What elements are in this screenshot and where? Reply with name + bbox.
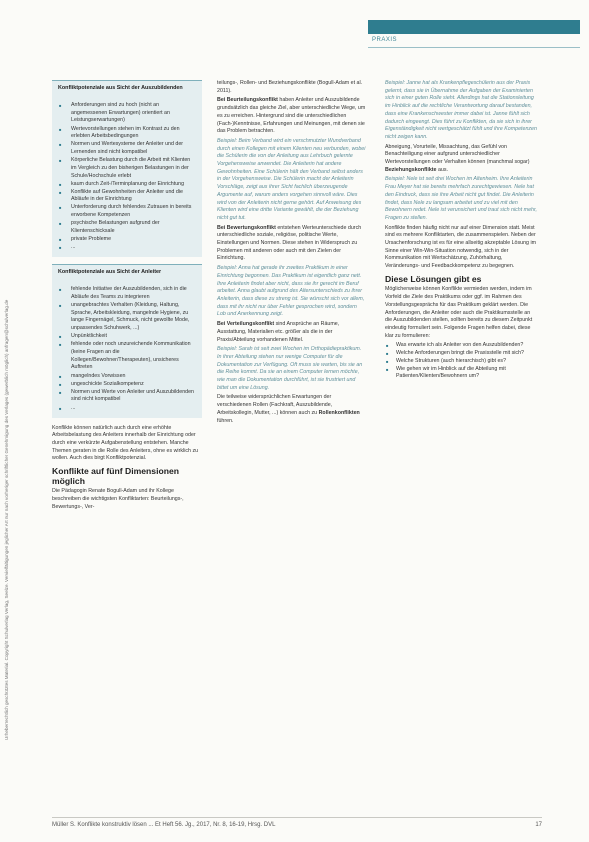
section-heading: Diese Lösungen gibt es [385,273,482,284]
section-tag: PRAXIS [372,37,398,43]
example-paragraph: Beispiel: Janne hat als Krankenpflegeschülerin aus der Praxis gelernt, dass sie in Übernahme der Aufgaben der Examinierten sich in einer guten Rolle sieht. Allerdings hat die Stationsleitung im Hinblick auf die rechtliche Verantwortung darauf bestanden, dass eine Krankenschwester immer dabei ist. Janne fühlt sich dadurch eingeengt. Dies führt zu Konflikten, da sie sich in ihrer Eigenständigkeit nicht wertgeschätzt fühlt und ihre Kompetenzen nicht zeigen kann. [385,80,537,140]
body-paragraph [217,97,367,136]
list-item: ■ Welche Strukturen (auch hierarchisch) gibt es? [385,358,537,366]
list-item: ■ Welche Anforderungen bringt die Praxisstelle mit sich? [385,350,537,358]
box-title: Konfliktpotenziale aus Sicht der Auszubildenden [58,85,183,91]
list-item: ■ fehlende Initiative der Auszubildenden, sich in die Abläufe des Teams zu integrieren [58,286,196,301]
box-title: Konfliktpotenziale aus Sicht der Anleiter [58,269,162,276]
example-paragraph: Beispiel: Nele ist seit drei Wochen im Altenheim. Ihre Anleiterin Frau Meyer hat sie bereits mehrfach zurechtgewiesen. Nele hat den Eindruck, dass sie ihre Arbeit nicht gut findet. Die Anleiterin findet, dass Nele zu langsam arbeitet und zu viel mit den Bewohnern redet. Nele ist verunsichert und traut sich nicht mehr, Fragen zu stellen. [385,176,537,221]
page-footer [52,822,542,828]
body-text: Abneigung, Vorurteile, Missachtung, das Gefühl von Benachteiligung einer aufgrund unterschiedlicher Wertevorstellungen oder Verhalten können (manchmal sogar) [385,143,530,166]
example-paragraph: Beispiel: Anna hat gerade ihr zweites Praktikum in einer Einrichtung begonnen. Das Praktikum ist eigentlich ganz nett. Ihre Anleiterin findet aber nicht, dass sie ihr gerecht im Beruf arbeitet. Anna glaubt aufgrund des Altersunterschieds zu ihrer Anleiterin, dass diese zu streng ist. Sie wünscht sich vor allem, dass mit ihr nicht nur über Fehler gesprochen wird, sondern Lob und Anerkennung zeigt. [217,265,365,318]
body-text: Die teilweise widersprüchlichen Erwartungen der verschiedenen Rollen (Fachkraft, Auszubildende, Arbeitskollegin, Mutter, ...) können auch zu [217,394,333,416]
list-item: ■ Was erwarte ich als Anleiter von den Auszubildenden? [385,342,537,350]
list-item: ■ Normen und Werte von Anleiter und Auszubildenden sind nicht kompatibel [58,389,196,404]
list-item: ■ fehlende oder noch unzureichende Kommunikation (keine Fragen an die Kollegen/Bewohner/Therapeuten), unsicheres Auftreten [58,341,196,372]
body-paragraph: Möglicherweise können Konflikte vermieden werden, indem im Vorfeld die Ziele des Praktikums oder ggf. im Rahmen des Vorstellungsgesprächs für das Praktikum geklärt werden. Die Anforderungen, die Anleiter oder auch die Praktikumsstelle an die Auszubildenden stellen, sollten bereits zu diesem Zeitpunkt eindeutig formuliert sein. Folgende Fragen helfen dabei, diese klar zu formulieren: [385,286,533,339]
column-2 [217,80,367,427]
body-paragraph [217,394,367,425]
term-bold: Beziehungskonflikte [385,166,437,173]
column-1 [52,80,202,513]
term-bold: Bei Verteilungskonflikt [217,321,275,328]
section-heading: Konflikte auf fünf Dimensionen möglich [52,466,179,486]
body-paragraph [217,225,367,264]
body-paragraph [217,321,367,344]
column-3 [385,80,537,381]
list-item: ■ unangebrachtes Verhalten (Kleidung, Haltung, Sprache, Arbeitskleidung, mangelnde Hygiene, zu lange Fingernägel, Schmuck, nicht gewollte Mode, unpassendes Schuhwerk, ...) [58,302,196,333]
list-item: ■ Unterforderung durch fehlendes Zutrauen in bereits erworbene Kompetenzen [58,204,196,219]
body-paragraph: Die Pädagogin Renate Bogull-Adam und ihr Kollege beschreiben die wichtigsten Konfliktarten: Beurteilungs-, Bewertungs-, Ver- [52,488,184,510]
list-item: ■ psychische Belastungen aufgrund der Klientenschicksale [58,220,196,235]
list-item: ■ ... [58,405,196,413]
list-item: ■ kaum durch Zeit-/Terminplanung der Einrichtung [58,181,196,189]
header-divider [368,47,580,48]
body-paragraph [385,144,537,175]
body-text: sind Ansprüche an Räume, Ausstattung, Materialien etc. größer als die in der Praxis/Abteilung vorhandenen Mittel. [217,321,340,343]
body-text: führen. [217,417,234,424]
footer-divider [52,817,542,818]
list-item: ■ Unpünktlichkeit [58,333,196,341]
list-item: ■ Körperliche Belastung durch die Arbeit mit Klienten im Vergleich zu den bisherigen Belastungen in der Schule/Hochschule erlebt [58,157,196,180]
body-text: haben Anleiter und Auszubildende grundsätzlich das gleiche Ziel, aber unterschiedliche Wege, um es zu erreichen. Hintergrund sind die unterschiedlichen (Fach-)Kenntnisse, Erfahrungen und Meinungen, mit denen sie das Problem betrachten. [217,97,366,135]
term-bold: Rollenkonflikten [318,409,360,416]
term-bold: Bei Beurteilungskonflikt [217,97,278,104]
list-item: ■ Wie gehen wir im Hinblick auf die Abteilung mit Patienten/Klienten/Bewohnern um? [385,366,537,381]
page-number: 17 [535,822,542,828]
body-paragraph: Konflikte können natürlich auch durch eine erhöhte Arbeitsbelastung des Anleiters innerhalb der Einrichtung oder durch eine verkürzte Aufgabenstellung entstehen. Manche Themen geraten in die Rolle des Anleiters, ohne es wirklich zu wollen. Auch dies birgt Konfliktpotenzial. [52,424,199,462]
body-text: entstehen Werteunterschiede durch unterschiedliche soziale, religiöse, politische Werte, Einstellungen und Normen. Diese stehen in Widerspruch zu Problemen mit anderen oder auch mit den Zielen der Einrichtung. [217,224,362,262]
list-item: ■ Normen und Wertesysteme der Anleiter und der Lernenden sind nicht kompatibel [58,141,196,156]
sidebar-box-learners [52,80,202,257]
box-list [58,102,196,252]
list-item: ■ mangelndes Vorwissen [58,373,196,381]
term-bold: Bei Bewertungskonflikt [217,224,276,231]
header-color-bar [368,20,580,34]
list-item: ■ ... [58,244,196,252]
box-list [58,286,196,412]
footer-citation: Müller S. Konflikte konstruktiv lösen ... Et Heft 56. Jg., 2017, Nr. 8, 16-19, Hrsg. DVL [52,822,276,828]
example-paragraph: Beispiel: Beim Verband wird ein verschmutzter Wundverband durch einen Kollegen mit einem Klienten neu verbunden, wobei die Schülerin die von der Anleitung aus Lehrbuch gelernte Vorgehensweise anwendet. Die Anleiterin hat andere Gewohnheiten. Eine Schülerin hält den Verband selbst anders in der Vorgehensweise. Die Schülerin macht der Anleiterin Vorschläge, zeigt aus ihrer Sicht fachlich überzeugende Argumente auf, warum anders vorgehen sinnvoll wäre. Dies wird von der Anleiterin nicht gerne gehört. Auf Anweisung des Klienten wird eine dritte Variante gewählt, die der Beziehung nicht gut tut. [217,137,366,221]
sidebar-box-instructors [52,264,202,417]
body-paragraph: teilungs-, Rollen- und Beziehungskonflikte (Bogull-Adam et al. 2011). [217,80,363,94]
body-paragraph: Konflikte finden häufig nicht nur auf einer Dimension statt. Meist sind es mehrere Konfliktarten, die zusammenspielen. Neben der Ursachenforschung ist es für eine allseitig akzeptable Lösung im Sinne einer Win-Win-Situation notwendig, sich in der Kommunikation mit Wertschätzung, Zuhörhaltung, Veränderungs- und Feedbackkompetenz zu begegnen. [385,224,537,270]
list-item: ■ private Probleme [58,236,196,244]
body-text: aus. [436,166,448,173]
list-item: ■ Anforderungen sind zu hoch (nicht an angemessenen Erwartungen) orientiert an Leistungserwartungen) [58,102,196,125]
list-item: ■ Wertevorstellungen stehen im Kontrast zu den erlebten Arbeitsbedingungen [58,126,196,141]
list-item: ■ ungeschickte Sozialkompetenz [58,381,196,389]
list-item: ■ Konflikte auf Gewohnheiten der Anleiter und die Abläufe in der Einrichtung [58,189,196,204]
example-paragraph: Beispiel: Sarah ist seit zwei Wochen im Orthopädiepraktikum. In ihrer Abteilung stehen nur wenige Computer für die Dokumentation zur Verfügung. Oft muss sie warten, bis sie an die Reihe kommt. Da sie an einem Computer lernen möchte, wie man die Dokumentation durchführt, ist sie frustriert und bittet um eine Lösung. [217,346,363,391]
copyright-side-note: Urheberrechtlich geschütztes Material. Copyright Schulverlag Verlag, Seelze. Vervielfältigungen jeglicher Art nur nach vorheriger schriftlicher Genehmigung des Verlages (gewerblich möglich) anfragen@schulverlag.de [4,299,9,740]
question-list [385,342,537,381]
